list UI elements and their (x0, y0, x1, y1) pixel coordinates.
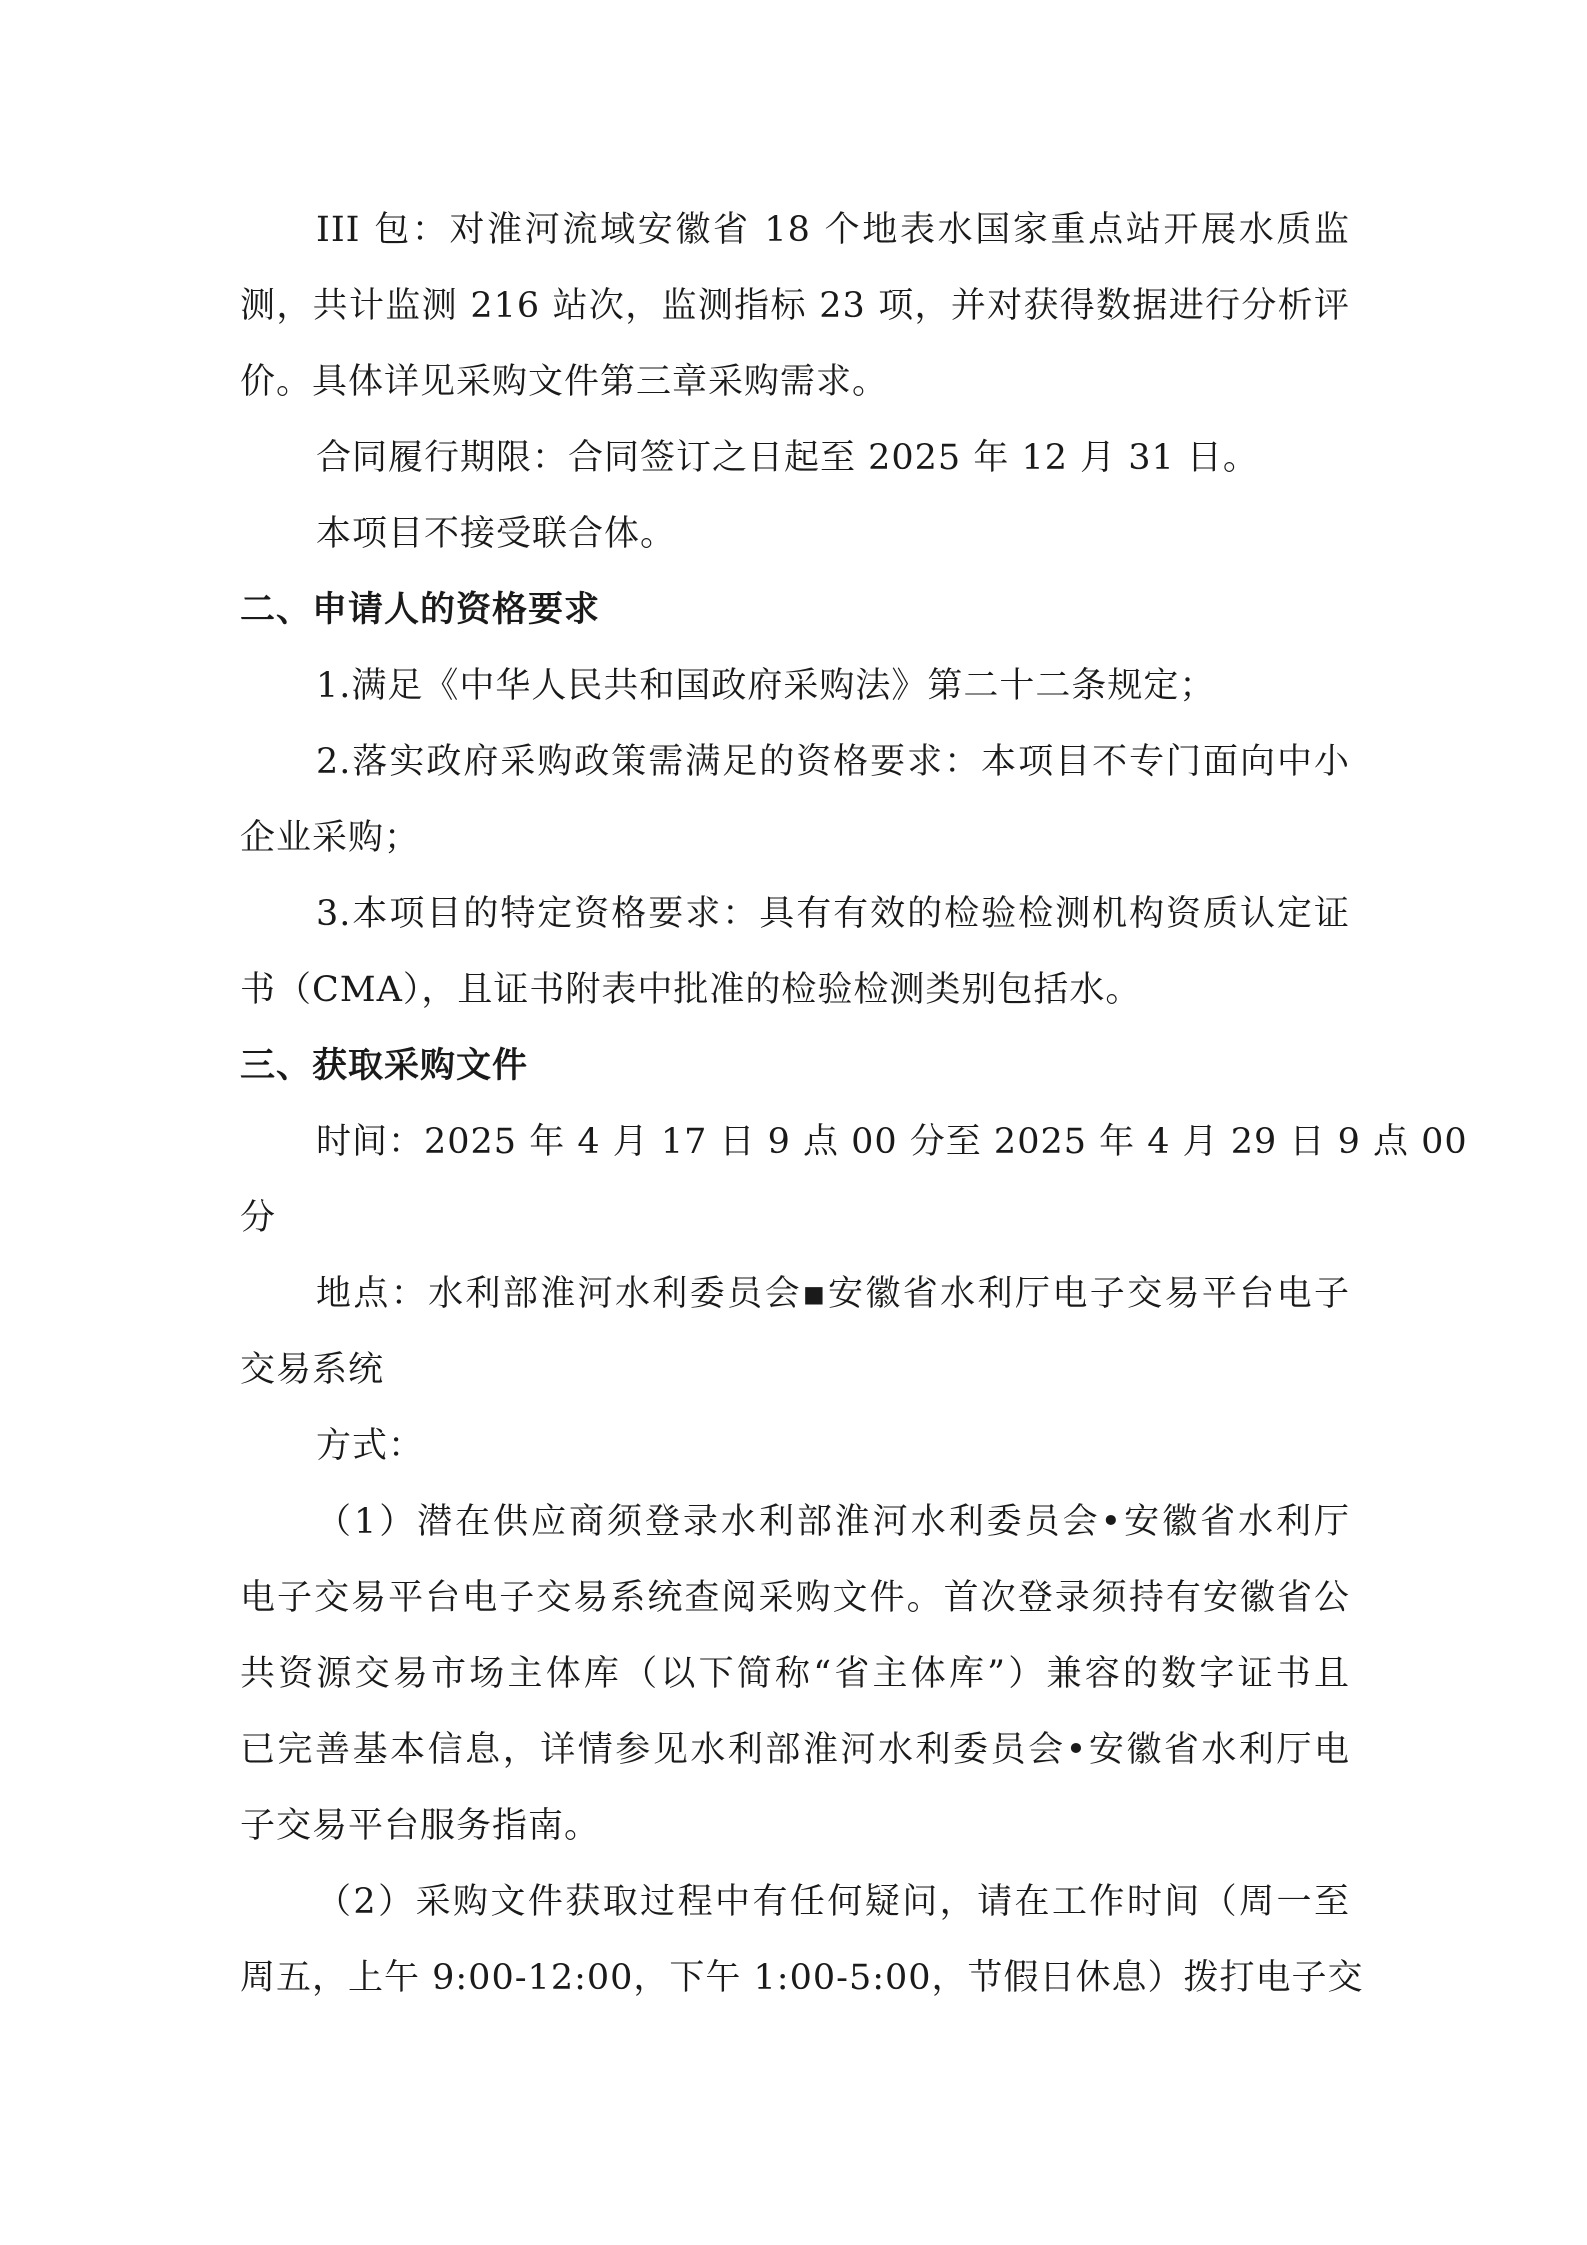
section-heading: 二、申请人的资格要求 (240, 590, 601, 630)
paragraph-line: 价。具体详见采购文件第三章采购需求。 (240, 362, 889, 402)
paragraph-line: 3.本项目的特定资格要求：具有有效的检验检测机构资质认定证 (316, 894, 1350, 934)
paragraph-line: 电子交易平台电子交易系统查阅采购文件。首次登录须持有安徽省公 (240, 1578, 1350, 1618)
paragraph-line: 企业采购； (240, 818, 421, 858)
paragraph-line: III 包：对淮河流域安徽省 18 个地表水国家重点站开展水质监 (316, 210, 1350, 250)
paragraph-line: 2.落实政府采购政策需满足的资格要求：本项目不专门面向中小 (316, 742, 1350, 782)
paragraph-line: 分 (240, 1198, 277, 1238)
paragraph-line: （1）潜在供应商须登录水利部淮河水利委员会•安徽省水利厅 (316, 1502, 1350, 1542)
section-heading: 三、获取采购文件 (240, 1046, 529, 1086)
paragraph-line: 书（CMA），且证书附表中批准的检验检测类别包括水。 (240, 970, 1142, 1010)
paragraph-line: 测，共计监测 216 站次，监测指标 23 项，并对获得数据进行分析评 (240, 286, 1350, 326)
paragraph-line: 1.满足《中华人民共和国政府采购法》第二十二条规定； (316, 666, 1216, 706)
paragraph-line: 地点：水利部淮河水利委员会▪安徽省水利厅电子交易平台电子 (316, 1274, 1350, 1314)
paragraph-line: 共资源交易市场主体库（以下简称“省主体库”）兼容的数字证书且 (240, 1654, 1350, 1694)
paragraph-line: 交易系统 (240, 1350, 385, 1390)
paragraph-line: 已完善基本信息，详情参见水利部淮河水利委员会•安徽省水利厅电 (240, 1730, 1350, 1770)
paragraph-line: 方式： (316, 1426, 425, 1466)
paragraph-line: 本项目不接受联合体。 (316, 514, 677, 554)
paragraph-line: 时间：2025 年 4 月 17 日 9 点 00 分至 2025 年 4 月 29 日 9 点 00 (316, 1122, 1468, 1162)
paragraph-line: 合同履行期限：合同签订之日起至 2025 年 12 月 31 日。 (316, 438, 1259, 478)
paragraph-line: 周五，上午 9:00-12:00，下午 1:00-5:00，节假日休息）拨打电子交 (240, 1958, 1364, 1998)
paragraph-line: （2）采购文件获取过程中有任何疑问，请在工作时间（周一至 (316, 1882, 1350, 1922)
paragraph-line: 子交易平台服务指南。 (240, 1806, 601, 1846)
